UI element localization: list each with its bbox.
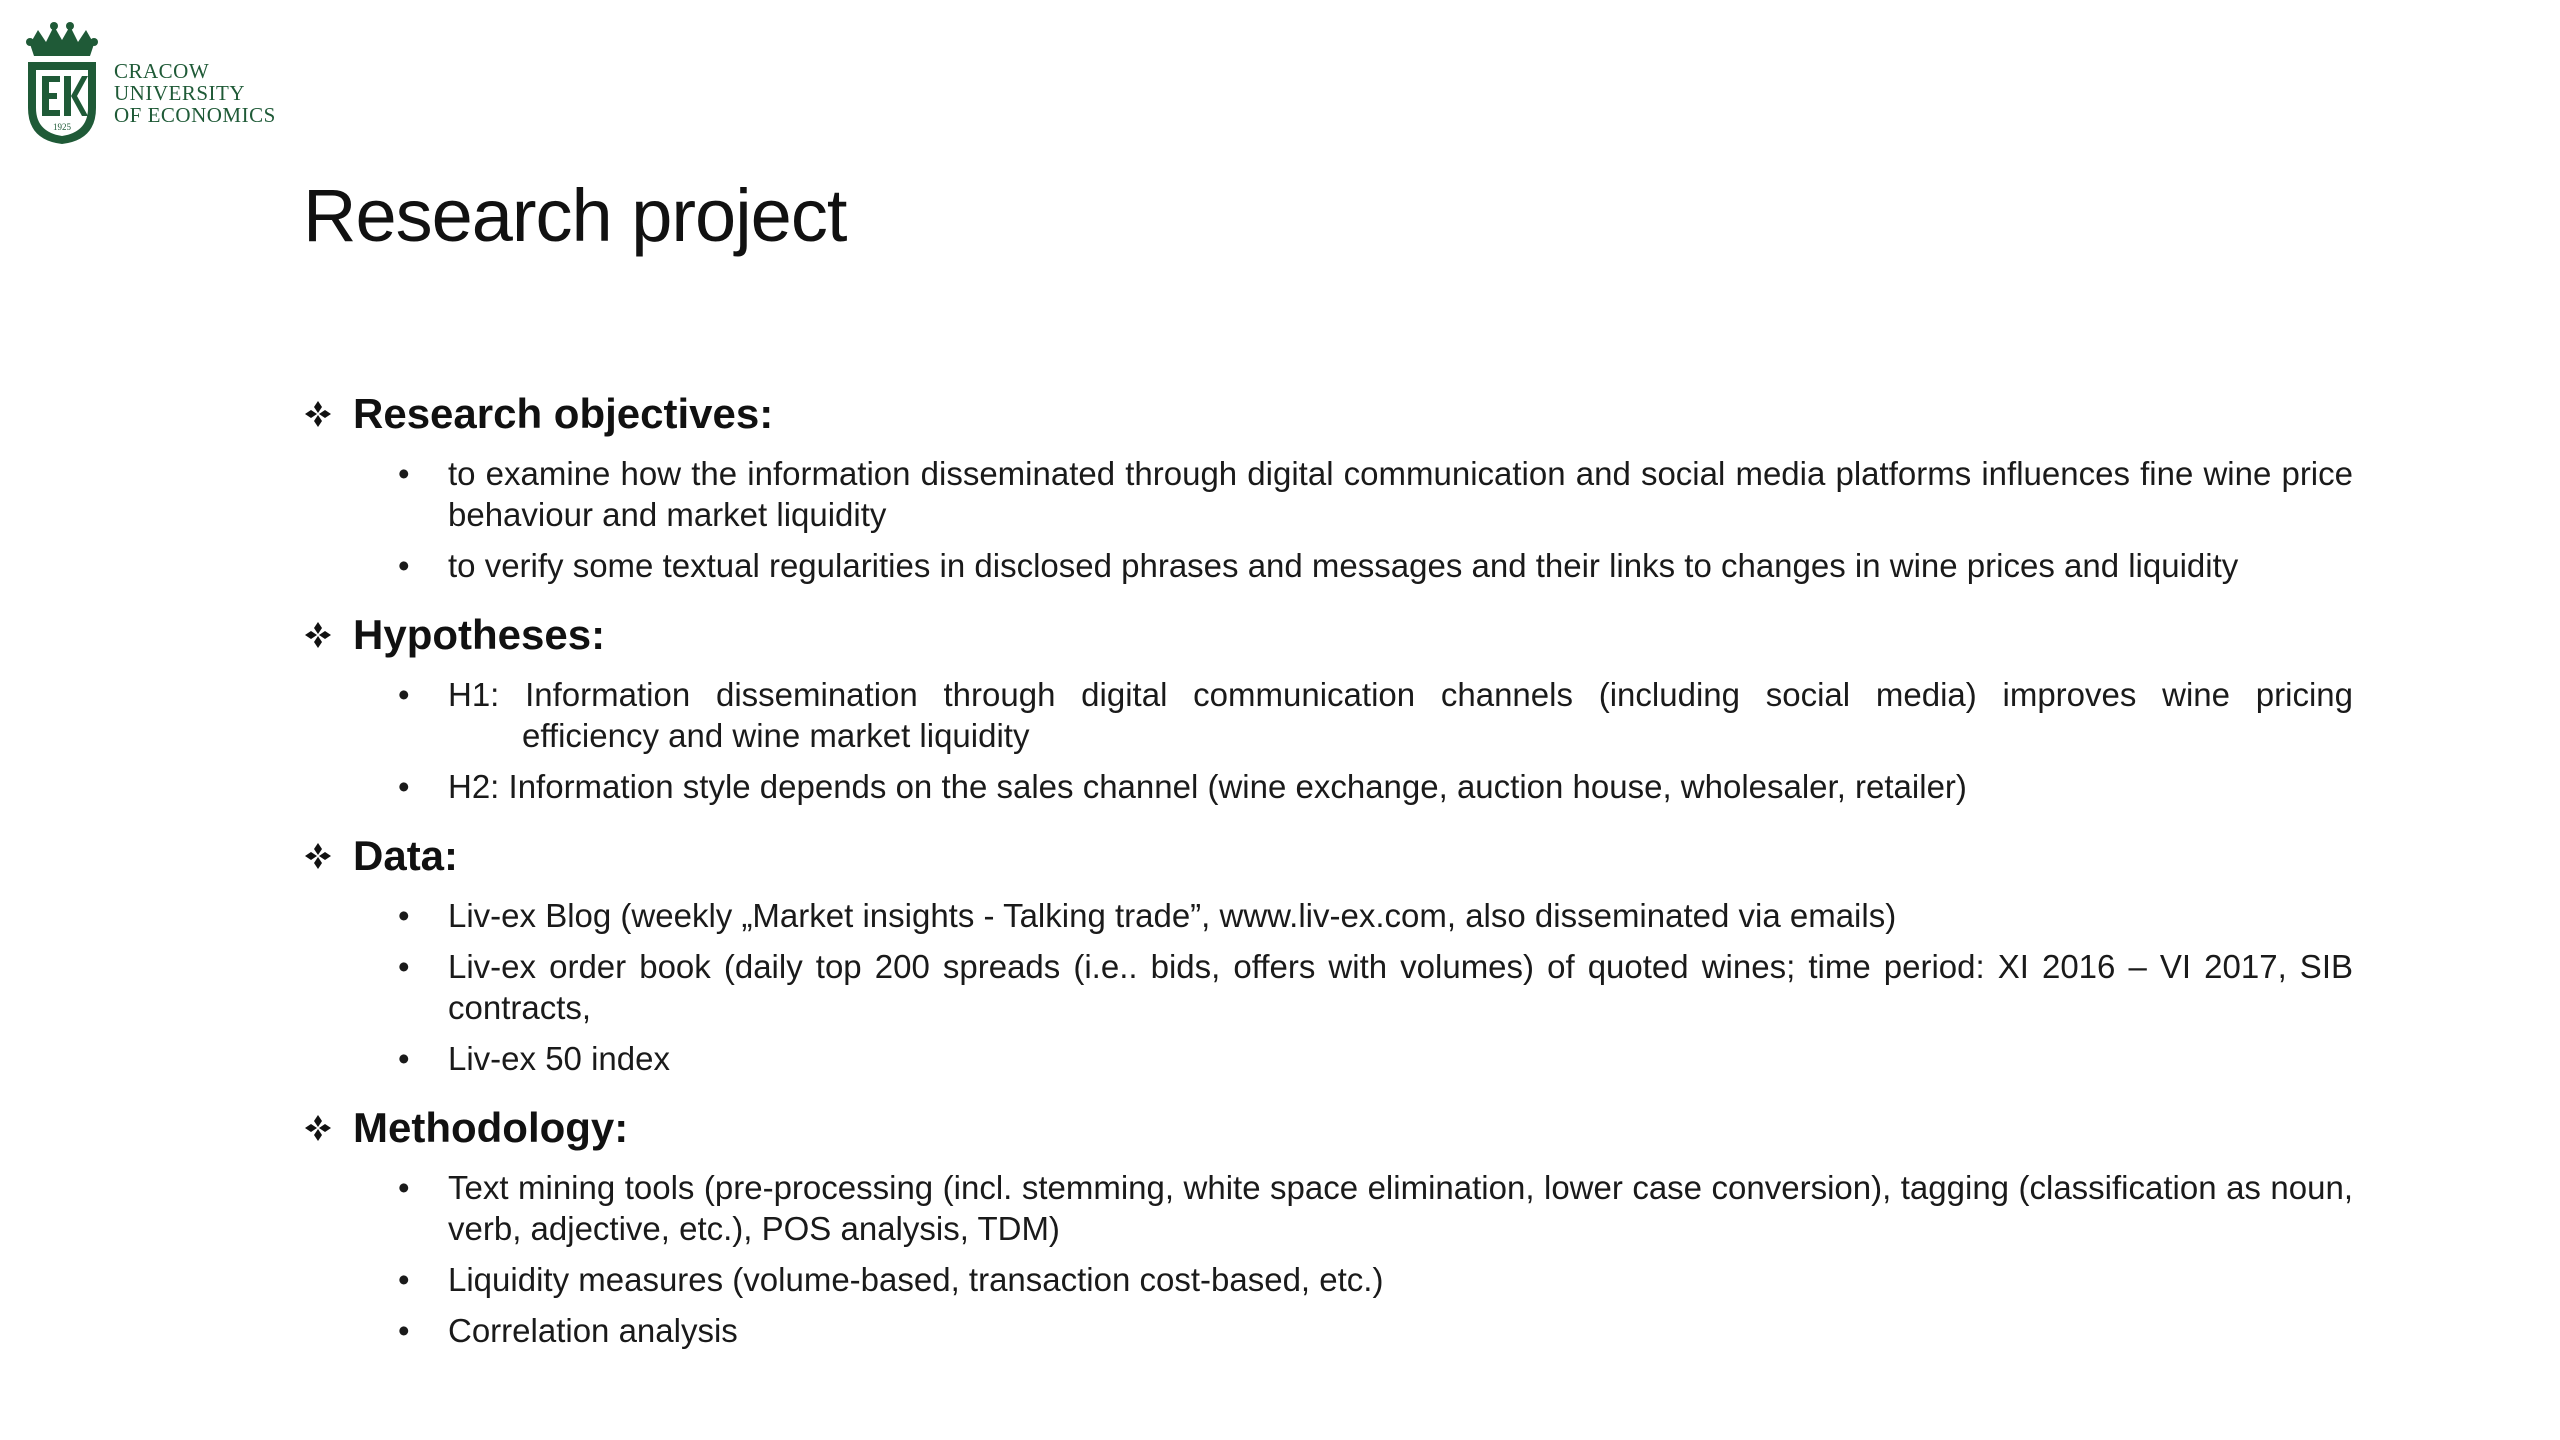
diamond-bullet-icon xyxy=(303,399,333,429)
list-item: • to examine how the information disseminated through digital communication and social media platforms influences fine wine price behaviour and market liquidity xyxy=(398,453,2353,535)
section-title: Methodology: xyxy=(353,1104,629,1151)
list-item xyxy=(398,674,2353,756)
slide-title: Research project xyxy=(303,174,847,257)
list-item: • Text mining tools (pre-processing (incl. stemming, white space elimination, lower case conversion), tagging (classification as noun, verb, adjective, etc.), POS analysis, TDM) xyxy=(398,1167,2353,1249)
list-item: • to verify some textual regularities in disclosed phrases and messages and their links to changes in wine prices and liquidity xyxy=(398,545,2353,586)
list-item: • Liv-ex 50 index xyxy=(398,1038,2353,1079)
list-item: • H2: Information style depends on the sales channel (wine exchange, auction house, wholesaler, retailer) xyxy=(398,766,2353,807)
section-title: Data: xyxy=(353,832,459,879)
section-title: Research objectives: xyxy=(353,390,774,437)
section-header xyxy=(303,827,2353,885)
section-header xyxy=(303,385,2353,443)
logo-line-1: CRACOW xyxy=(114,59,210,83)
list-item: • Liquidity measures (volume-based, transaction cost-based, etc.) xyxy=(398,1259,2353,1300)
university-crest-icon xyxy=(24,22,100,146)
list-item: • Liv-ex Blog (weekly „Market insights - Talking trade”, www.liv-ex.com, also disseminated via emails) xyxy=(398,895,2353,936)
logo-line-2: UNIVERSITY xyxy=(114,81,245,105)
bullet-list xyxy=(303,674,2353,807)
diamond-bullet-icon xyxy=(303,841,333,871)
diamond-bullet-icon xyxy=(303,1113,333,1143)
section-methodology xyxy=(303,1099,2353,1351)
bullet-list xyxy=(303,453,2353,586)
section-hypotheses xyxy=(303,606,2353,807)
section-header xyxy=(303,1099,2353,1157)
bullet-list xyxy=(303,895,2353,1079)
section-header xyxy=(303,606,2353,664)
diamond-bullet-icon xyxy=(303,620,333,650)
list-item: • Liv-ex order book (daily top 200 spreads (i.e.. bids, offers with volumes) of quoted wines; time period: XI 2016 – VI 2017, SIB contracts, xyxy=(398,946,2353,1028)
logo-wordmark xyxy=(114,60,276,126)
hypothesis-h1-line-1: • H1: Information dissemination through digital communication channels (including social media) improves wine pricing xyxy=(448,676,2353,713)
logo-line-3: OF ECONOMICS xyxy=(114,103,276,127)
bullet-list xyxy=(303,1167,2353,1351)
section-research-objectives xyxy=(303,385,2353,586)
university-logo xyxy=(24,22,276,146)
list-item: • Correlation analysis xyxy=(398,1310,2353,1351)
section-data xyxy=(303,827,2353,1079)
logo-year: 1925 xyxy=(53,122,71,132)
section-title: Hypotheses: xyxy=(353,611,606,658)
hypothesis-h1-line-2: efficiency and wine market liquidity xyxy=(522,717,1030,754)
slide-content xyxy=(303,385,2353,1371)
